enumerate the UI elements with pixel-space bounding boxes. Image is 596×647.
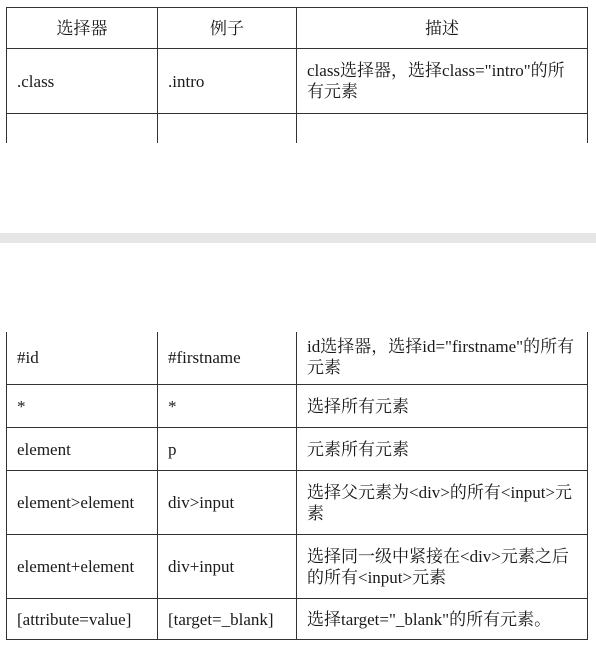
cell-selector: element+element — [7, 535, 158, 599]
cell-example: #firstname — [158, 332, 297, 385]
cell-selector: * — [7, 385, 158, 428]
cell-example: .intro — [158, 49, 297, 114]
cell-example: div+input — [158, 535, 297, 599]
selector-table-bottom — [6, 332, 588, 640]
table-row — [7, 471, 588, 535]
table-row — [7, 332, 588, 385]
cell-selector: element — [7, 428, 158, 471]
cell-selector: .class — [7, 49, 158, 114]
table-row — [7, 535, 588, 599]
cell-description: class选择器，选择class="intro"的所有元素 — [297, 49, 588, 114]
cell-example: * — [158, 385, 297, 428]
header-example: 例子 — [158, 8, 297, 49]
cell-example: div>input — [158, 471, 297, 535]
cell-selector — [7, 114, 158, 144]
selector-table-top — [6, 7, 588, 143]
table-row — [7, 599, 588, 640]
cell-selector: element>element — [7, 471, 158, 535]
cell-example: p — [158, 428, 297, 471]
cell-description: 选择所有元素 — [297, 385, 588, 428]
cell-description — [297, 114, 588, 144]
table-fragment-top — [0, 0, 596, 143]
cell-selector: [attribute=value] — [7, 599, 158, 640]
table-row — [7, 114, 588, 144]
header-selector: 选择器 — [7, 8, 158, 49]
table-row — [7, 428, 588, 471]
table-row — [7, 385, 588, 428]
table-fragment-bottom — [0, 332, 596, 647]
table-row — [7, 49, 588, 114]
cell-description: 选择父元素为<div>的所有<input>元素 — [297, 471, 588, 535]
cell-description: 元素所有元素 — [297, 428, 588, 471]
table-header-row — [7, 8, 588, 49]
header-description: 描述 — [297, 8, 588, 49]
cell-example — [158, 114, 297, 144]
cell-description: 选择target="_blank"的所有元素。 — [297, 599, 588, 640]
cell-example: [target=_blank] — [158, 599, 297, 640]
cell-description: id选择器，选择id="firstname"的所有元素 — [297, 332, 588, 385]
section-divider — [0, 233, 596, 243]
cell-description: 选择同一级中紧接在<div>元素之后的所有<input>元素 — [297, 535, 588, 599]
cell-selector: #id — [7, 332, 158, 385]
